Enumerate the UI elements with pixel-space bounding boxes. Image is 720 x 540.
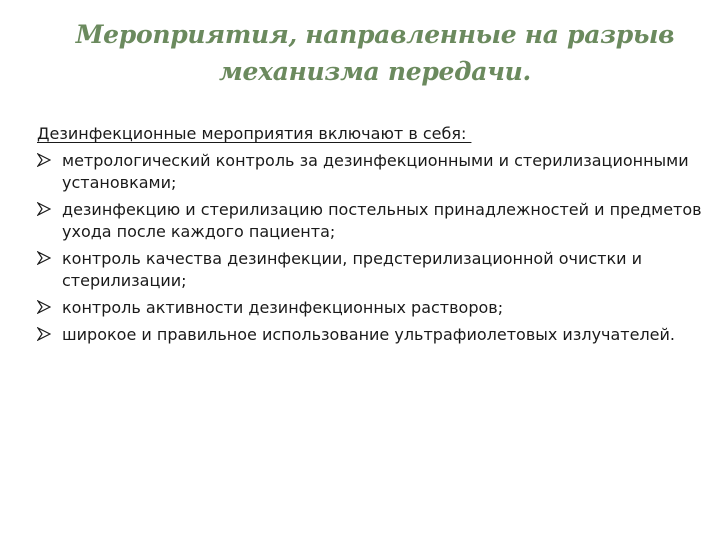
bullet-item-5: [37, 324, 702, 346]
bullet-item-4: [37, 297, 702, 319]
arrowhead-bullet-icon: [37, 300, 51, 314]
arrowhead-bullet-icon: [37, 251, 51, 265]
bullet-text-1: метрологический контроль за дезинфекционными и стерилизационными установками;: [62, 151, 689, 192]
arrowhead-bullet-icon: [37, 327, 51, 341]
slide-title-line-2: механизма передачи.: [219, 57, 531, 86]
intro-text: Дезинфекционные мероприятия включают в себя:: [37, 124, 472, 143]
bullet-text-5: широкое и правильное использование ультрафиолетовых излучателей.: [62, 325, 676, 344]
bullet-text-2: дезинфекцию и стерилизацию постельных принадлежностей и предметов ухода после каждого пациента;: [62, 200, 702, 241]
bullet-item-2: [37, 199, 702, 243]
bullet-item-1: [37, 150, 702, 194]
slide-title-line-1: Мероприятия, направленные на разрыв: [75, 20, 675, 49]
slide-title: [70, 16, 680, 90]
bullet-text-4: контроль активности дезинфекционных растворов;: [62, 298, 504, 317]
arrowhead-bullet-icon: [37, 153, 51, 167]
bullet-item-3: [37, 248, 702, 292]
arrowhead-bullet-icon: [37, 202, 51, 216]
bullet-text-3: контроль качества дезинфекции, предстерилизационной очистки и стерилизации;: [62, 249, 642, 290]
bullet-list: [37, 150, 702, 346]
slide-body: [37, 123, 702, 351]
